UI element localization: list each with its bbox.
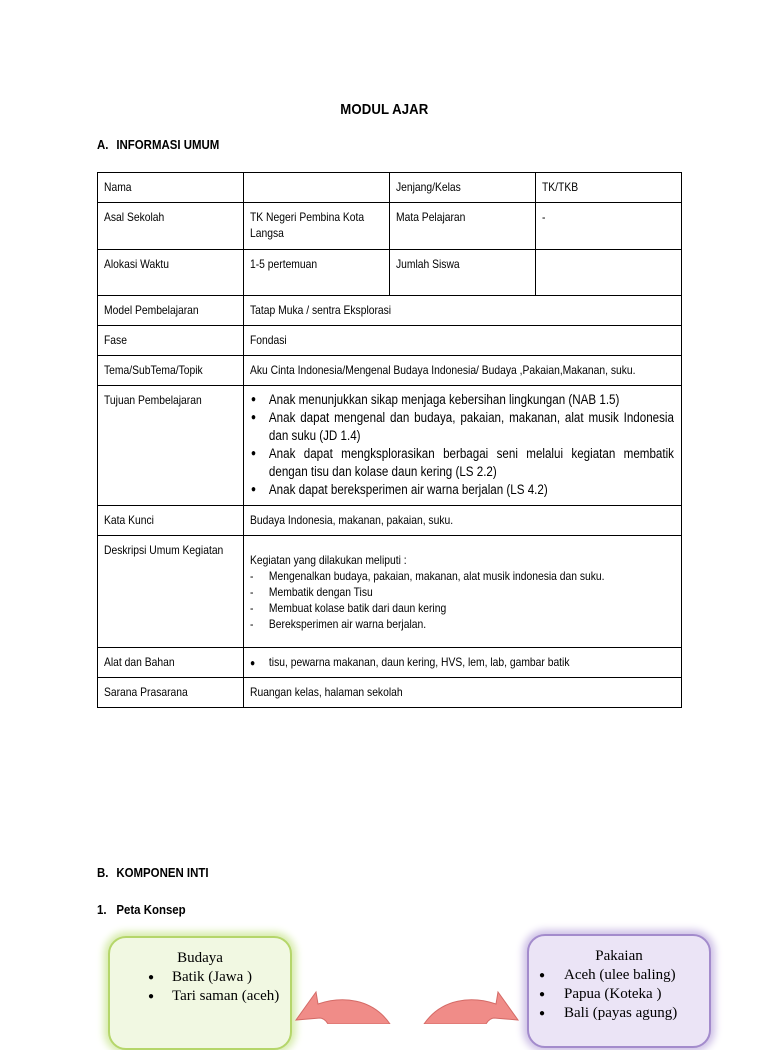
list-item: ● Anak dapat bereksperimen air warna berjalan (LS 4.2): [250, 481, 674, 499]
asal-value-cell: TK Negeri Pembina Kota Langsa: [244, 203, 390, 250]
section-a-title: INFORMASI UMUM: [116, 137, 220, 152]
table-row: [98, 203, 682, 250]
concept-box-pakaian: [527, 934, 711, 1048]
table-row: [98, 678, 682, 708]
label-cell: Deskripsi Umum Kegiatan: [98, 536, 244, 648]
label-cell: Model Pembelajaran: [98, 296, 244, 326]
list-item: ● Bali (payas agung): [529, 1004, 709, 1023]
label-cell: Fase: [98, 326, 244, 356]
table-row: [98, 536, 682, 648]
concept-box-budaya: [108, 936, 292, 1050]
list-item: ● Anak dapat mengenal dan budaya, pakaian, makanan, alat musik Indonesia dan suku (JD 1.4): [250, 409, 674, 445]
section-a-heading: [97, 137, 219, 152]
info-table: [97, 172, 682, 708]
alokasi-value-cell: 1-5 pertemuan: [244, 250, 390, 296]
tema-value-cell: Aku Cinta Indonesia/Mengenal Budaya Indonesia/ Budaya ,Pakaian,Makanan, suku.: [244, 356, 682, 386]
label-cell: Jenjang/Kelas: [390, 173, 536, 203]
list-item: - Membuat kolase batik dari daun kering: [250, 600, 674, 616]
list-item: ● Anak menunjukkan sikap menjaga kebersihan lingkungan (NAB 1.5): [250, 391, 674, 409]
curved-arrow-right-icon: [422, 988, 522, 1024]
list-item: ● Aceh (ulee baling): [529, 966, 709, 985]
jumlah-value-cell: [536, 250, 682, 296]
list-item: - Membatik dengan Tisu: [250, 584, 674, 600]
list-item: ● Batik (Jawa ): [110, 968, 290, 987]
curved-arrow-left-icon: [292, 988, 392, 1024]
label-cell: Tema/SubTema/Topik: [98, 356, 244, 386]
label-cell: Sarana Prasarana: [98, 678, 244, 708]
list-item: - Mengenalkan budaya, pakaian, makanan, alat musik indonesia dan suku.: [250, 568, 674, 584]
table-row: [98, 173, 682, 203]
tujuan-list: [250, 391, 674, 499]
list-item: ● Anak dapat mengksplorasikan berbagai seni melalui kegiatan membatik dengan tisu dan kolase daun kering (LS 2.2): [250, 445, 674, 481]
nama-value-cell: [244, 173, 390, 203]
label-cell: Alokasi Waktu: [98, 250, 244, 296]
kata-value-cell: Budaya Indonesia, makanan, pakaian, suku.: [244, 506, 682, 536]
list-item: ● Tari saman (aceh): [110, 987, 290, 1006]
table-row: [98, 506, 682, 536]
subsection-1-number: 1.: [97, 902, 107, 917]
table-row: [98, 648, 682, 678]
alat-value-cell: ● tisu, pewarna makanan, daun kering, HVS, lem, lab, gambar batik: [244, 648, 682, 678]
subsection-1-title: Peta Konsep: [116, 902, 186, 917]
bullet-icon: ●: [250, 658, 256, 669]
section-b-number: B.: [97, 865, 109, 880]
label-cell: Alat dan Bahan: [98, 648, 244, 678]
mapel-value-cell: -: [536, 203, 682, 250]
deskripsi-value-cell: [244, 536, 682, 648]
label-cell: Mata Pelajaran: [390, 203, 536, 250]
label-cell: Nama: [98, 173, 244, 203]
tujuan-value-cell: [244, 386, 682, 506]
table-row: [98, 296, 682, 326]
model-value-cell: Tatap Muka / sentra Eksplorasi: [244, 296, 682, 326]
document-title: MODUL AJAR: [340, 101, 429, 118]
label-cell: Asal Sekolah: [98, 203, 244, 250]
concept-list: [529, 966, 709, 1023]
concept-title: Pakaian: [595, 948, 643, 964]
fase-value-cell: Fondasi: [244, 326, 682, 356]
list-item: ● Papua (Koteka ): [529, 985, 709, 1004]
concept-title: Budaya: [177, 950, 223, 966]
section-b-heading: [97, 865, 209, 880]
table-row: [98, 356, 682, 386]
section-a-number: A.: [97, 137, 109, 152]
subsection-1-heading: [97, 902, 186, 917]
label-cell: Tujuan Pembelajaran: [98, 386, 244, 506]
jenjang-value-cell: TK/TKB: [536, 173, 682, 203]
list-item: - Bereksperimen air warna berjalan.: [250, 616, 674, 632]
table-row: [98, 250, 682, 296]
label-cell: Jumlah Siswa: [390, 250, 536, 296]
table-row: [98, 326, 682, 356]
label-cell: Kata Kunci: [98, 506, 244, 536]
sarana-value-cell: Ruangan kelas, halaman sekolah: [244, 678, 682, 708]
deskripsi-list: [250, 568, 674, 632]
deskripsi-intro: Kegiatan yang dilakukan meliputi :: [250, 553, 407, 567]
table-row: [98, 386, 682, 506]
section-b-title: KOMPONEN INTI: [116, 865, 209, 880]
concept-list: [110, 968, 290, 1006]
